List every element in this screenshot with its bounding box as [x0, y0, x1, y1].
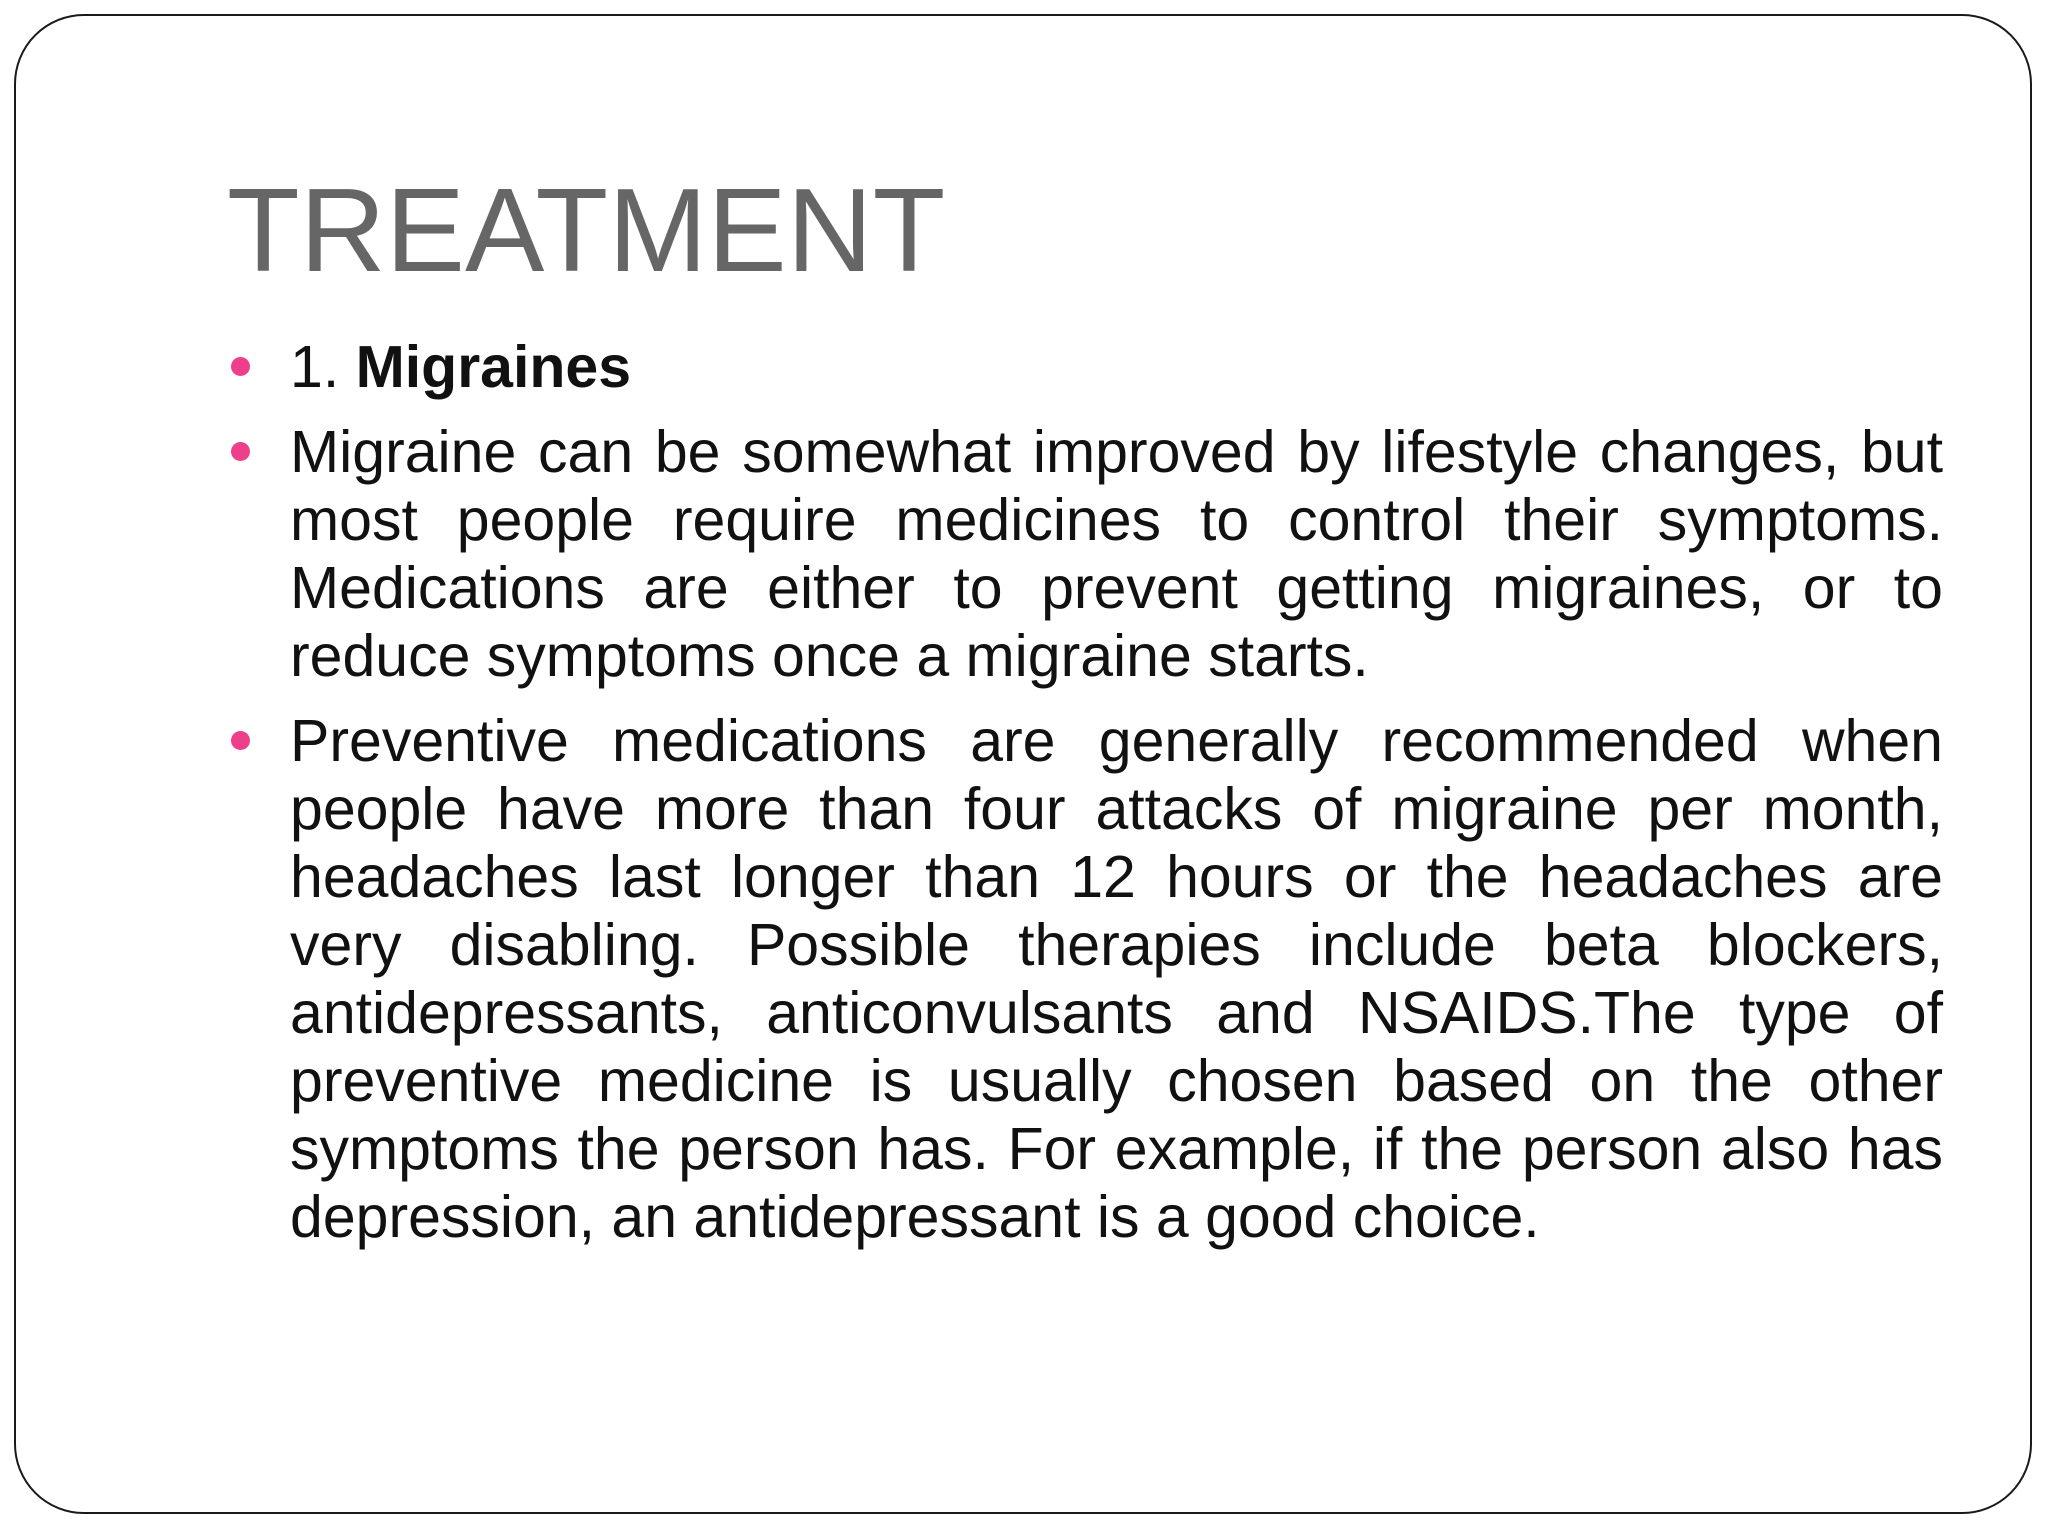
- bullet-text: Preventive medications are generally recommended when people have more than four attacks of migraine per month, headaches last longer than 12 hours or the headaches are very disabling. Possible therapies include beta blockers, antidepressants, anticonvulsants and NSAIDS.The type of preventive medicine is usually chosen based on the other symptoms the person has. For example, if the person also has depression, an antidepressant is a good choice.: [290, 708, 1943, 1250]
- bullet-heading-label: Migraines: [355, 334, 632, 400]
- bullet-dot-icon: [231, 731, 250, 750]
- bullet-list: [227, 333, 1943, 1268]
- bullet-item-migraines: [227, 333, 1943, 401]
- bullet-number: 1.: [290, 334, 340, 400]
- bullet-heading: [290, 334, 631, 400]
- bullet-item-preventive: [227, 707, 1943, 1251]
- slide: [14, 14, 2032, 1514]
- bullet-text: Migraine can be somewhat improved by lifestyle changes, but most people require medicines to control their symptoms. Medications are either to prevent getting migraines, or to reduce symptoms once a migraine starts.: [290, 419, 1943, 689]
- bullet-dot-icon: [231, 357, 250, 376]
- slide-title: TREATMENT: [227, 164, 946, 297]
- bullet-dot-icon: [231, 442, 250, 461]
- bullet-item-lifestyle: [227, 418, 1943, 690]
